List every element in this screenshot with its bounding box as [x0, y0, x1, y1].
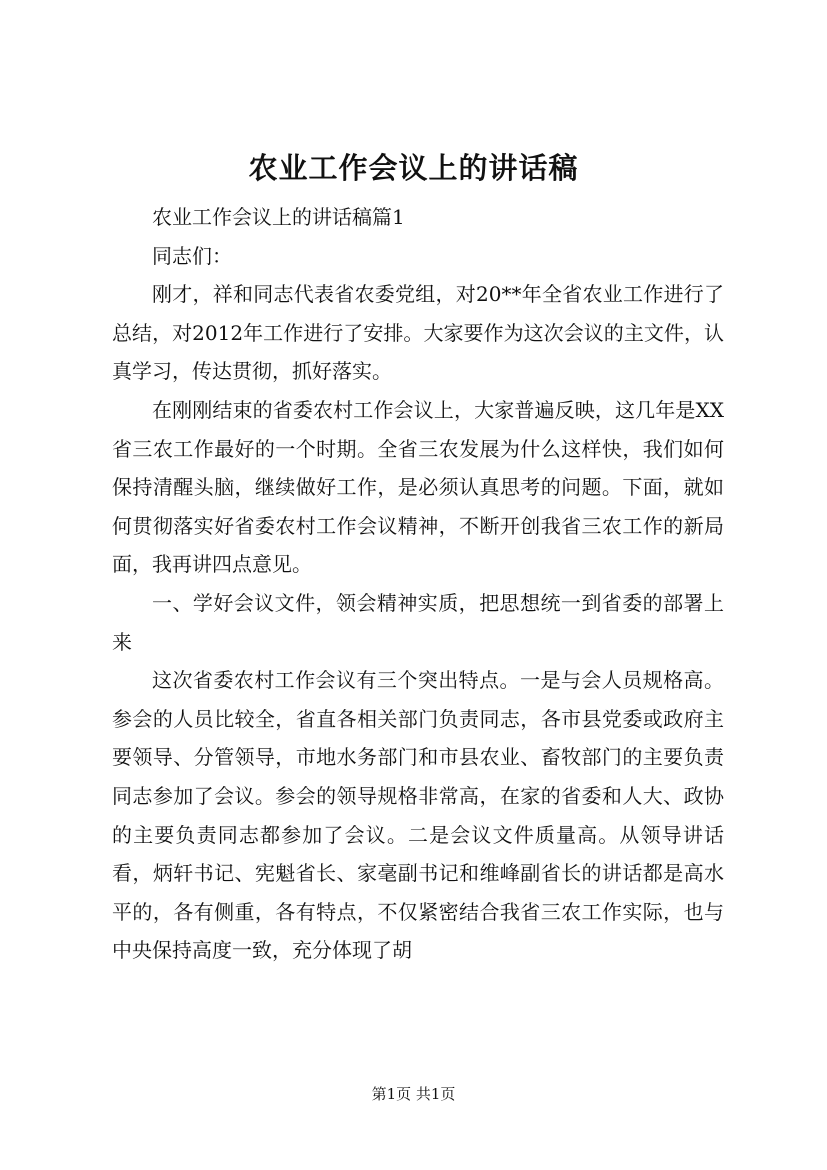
paragraph: 这次省委农村工作会议有三个突出特点。一是与会人员规格高。参会的人员比较全，省直各相关部门负责同志，各市县党委或政府主要领导、分管领导，市地水务部门和市县农业、畜牧部门的主要负责同志参加了会议。参会的领导规格非常高，在家的省委和人大、政协的主要负责同志都参加了会议。二是会议文件质量高。从领导讲话看，炳轩书记、宪魁省长、家毫副书记和维峰副省长的讲话都是高水平的，各有侧重，各有特点，不仅紧密结合我省三农工作实际，也与中央保持高度一致，充分体现了胡 — [112, 668, 724, 963]
document-body — [112, 198, 724, 970]
paragraph: 在刚刚结束的省委农村工作会议上，大家普遍反映，这几年是XX省三农工作最好的一个时期。全省三农发展为什么这样快，我们如何保持清醒头脑，继续做好工作，是必须认真思考的问题。下面，就如何贯彻落实好省委农村工作会议精神，不断开创我省三农工作的新局面，我再讲四点意见。 — [112, 397, 724, 577]
paragraph-subtitle: 农业工作会议上的讲话稿篇1 — [152, 205, 405, 229]
paragraph: 刚才，祥和同志代表省农委党组，对20**年全省农业工作进行了总结，对2012年工作进行了安排。大家要作为这次会议的主文件，认真学习，传达贯彻，抓好落实。 — [112, 282, 724, 384]
section-heading: 一、学好会议文件，领会精神实质，把思想统一到省委的部署上来 — [112, 590, 724, 654]
paragraph-salutation: 同志们： — [152, 243, 232, 268]
document-title: 农业工作会议上的讲话稿 — [248, 151, 579, 185]
page-footer: 第1页 共1页 — [371, 1085, 456, 1103]
